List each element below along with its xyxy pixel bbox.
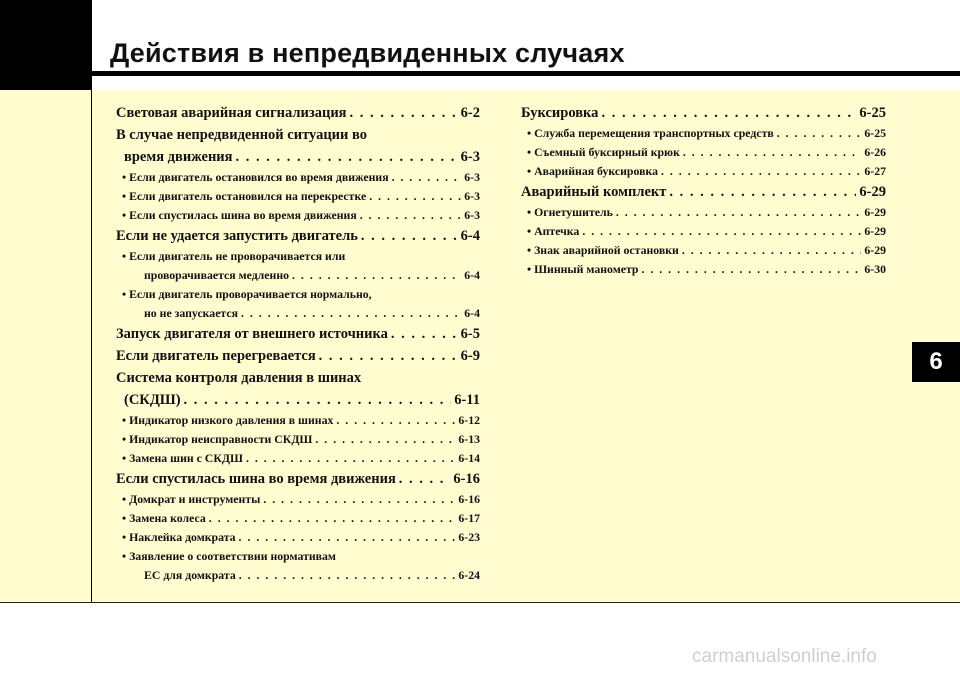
toc-subentry[interactable]: • Шинный манометр . . . 6-30	[521, 260, 886, 279]
toc-entry[interactable]: время движения . . . 6-3	[116, 146, 480, 168]
toc-subentry[interactable]: • Если спустилась шина во время движения . . . 6-3	[116, 206, 480, 225]
toc-subentry[interactable]: • Домкрат и инструменты . . . 6-16	[116, 490, 480, 509]
toc-subentry[interactable]: • Аптечка . . . 6-29	[521, 222, 886, 241]
toc-subentry-line[interactable]: • Заявление о соответствии нормативам	[122, 549, 336, 563]
toc-entry-line[interactable]: Система контроля давления в шинах	[116, 370, 362, 386]
toc-subentry[interactable]: • Замена шин с СКДШ . . . 6-14	[116, 449, 480, 468]
toc-entry[interactable]: Если не удается запустить двигатель . . . 6-4	[116, 225, 480, 247]
toc-entry[interactable]: Запуск двигателя от внешнего источника . . . 6-5	[116, 323, 480, 345]
bottom-rule	[0, 602, 960, 603]
toc-subentry[interactable]: • Съемный буксирный крюк . . . 6-26	[521, 143, 886, 162]
toc-entry[interactable]: Световая аварийная сигнализация . . . 6-2	[116, 102, 480, 124]
toc-entry[interactable]: (СКДШ) . . . 6-11	[116, 389, 480, 411]
chapter-tab[interactable]: 6	[912, 342, 960, 382]
toc-left-column	[116, 102, 480, 585]
toc-subentry[interactable]: • Замена колеса . . . 6-17	[116, 509, 480, 528]
toc-subentry[interactable]: • Аварийная буксировка . . . 6-27	[521, 162, 886, 181]
toc-entry[interactable]: Аварийный комплект . . . 6-29	[521, 181, 886, 203]
toc-subentry[interactable]: ЕС для домкрата . . . 6-24	[116, 566, 480, 585]
toc-subentry-line[interactable]: • Если двигатель не проворачивается или	[122, 249, 346, 263]
toc-entry[interactable]: Если спустилась шина во время движения . . . 6-16	[116, 468, 480, 490]
toc-subentry[interactable]: • Индикатор неисправности СКДШ . . . 6-13	[116, 430, 480, 449]
toc-subentry[interactable]: • Если двигатель остановился на перекрестке . . . 6-3	[116, 187, 480, 206]
toc-subentry-line[interactable]: • Если двигатель проворачивается нормально,	[122, 287, 372, 301]
toc-entry-line[interactable]: В случае непредвиденной ситуации во	[116, 127, 367, 143]
header-rule	[92, 71, 960, 76]
page-title: Действия в непредвиденных случаях	[110, 38, 625, 68]
toc-subentry[interactable]: но не запускается . . . 6-4	[116, 304, 480, 323]
corner-block	[0, 0, 92, 90]
toc-entry[interactable]: Если двигатель перегревается . . . 6-9	[116, 345, 480, 367]
toc-right-column	[521, 102, 886, 279]
toc-subentry[interactable]: • Служба перемещения транспортных средств . . . 6-25	[521, 124, 886, 143]
toc-subentry[interactable]: проворачивается медленно . . . 6-4	[116, 266, 480, 285]
toc-subentry[interactable]: • Если двигатель остановился во время движения . . . 6-3	[116, 168, 480, 187]
toc-subentry[interactable]: • Наклейка домкрата . . . 6-23	[116, 528, 480, 547]
toc-subentry[interactable]: • Знак аварийной остановки . . . 6-29	[521, 241, 886, 260]
left-margin-rule	[91, 0, 92, 602]
toc-subentry[interactable]: • Индикатор низкого давления в шинах . . . 6-12	[116, 411, 480, 430]
watermark: carmanualsonline.info	[692, 646, 877, 667]
toc-subentry[interactable]: • Огнетушитель . . . 6-29	[521, 203, 886, 222]
toc-entry[interactable]: Буксировка . . . 6-25	[521, 102, 886, 124]
